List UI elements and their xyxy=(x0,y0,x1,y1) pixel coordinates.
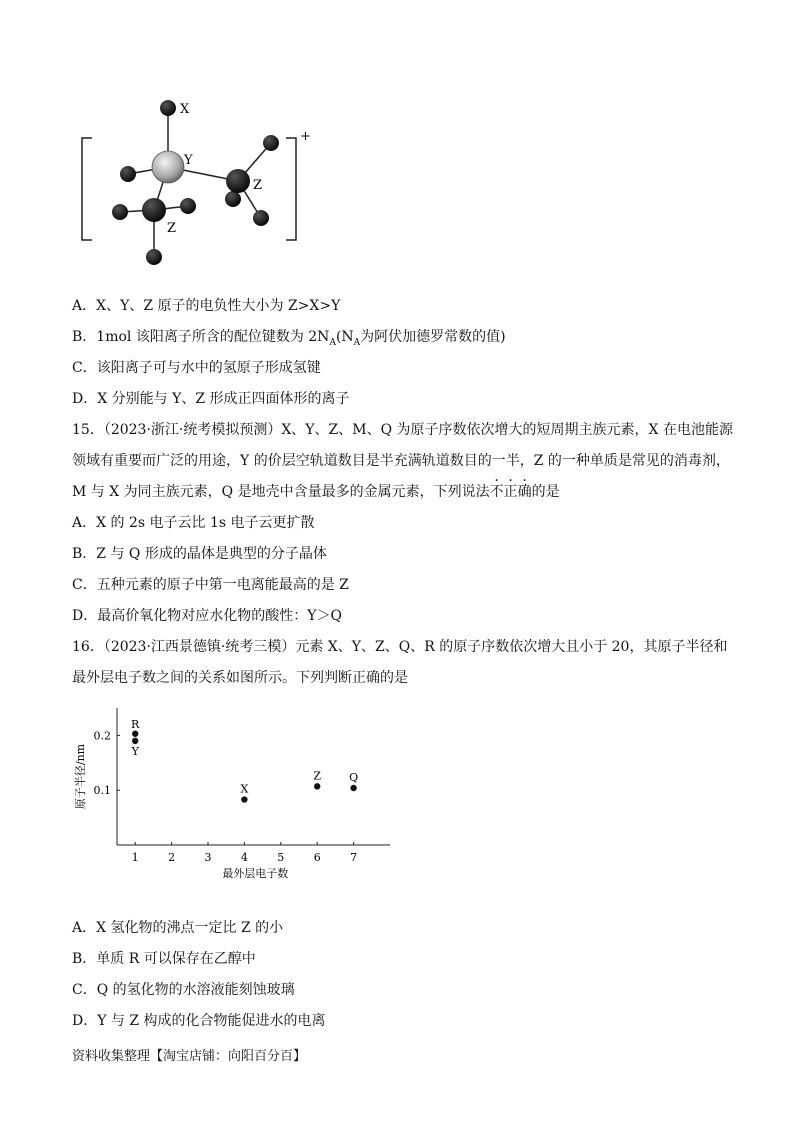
q14-option-d: D．X 分别能与 Y、Z 形成正四面体形的离子 xyxy=(72,391,350,407)
footer-source: 资料收集整理【淘宝店铺：向阳百分百】 xyxy=(72,1049,307,1064)
q15-option-b: B．Z 与 Q 形成的晶体是典型的分子晶体 xyxy=(72,546,327,562)
atom-h xyxy=(120,166,136,182)
cation-structure-figure xyxy=(70,92,330,277)
emphasis-char: 不 xyxy=(489,484,504,500)
q14-option-b-sub1: A xyxy=(329,337,336,348)
q14-option-c: C．该阳离子可与水中的氢原子形成氢键 xyxy=(72,360,321,376)
atom-y xyxy=(152,151,184,183)
data-label-r: R xyxy=(131,717,140,731)
data-label-y: Y xyxy=(131,744,139,758)
q16-stem-line1: 16．（2023·江西景德镇·统考三模）元素 X、Y、Z、Q、R 的原子序数依次增大且小于 20，其原子半径和 xyxy=(72,639,728,655)
q16-stem-line2: 最外层电子数之间的关系如图所示。下列判断正确的是 xyxy=(72,670,408,686)
x-tick-label: 4 xyxy=(240,851,248,864)
bracket-right xyxy=(286,138,296,240)
x-axis-title: 最外层电子数 xyxy=(222,867,289,880)
atom-h xyxy=(112,204,128,220)
q15-stem-line3-post: 的是 xyxy=(531,484,560,500)
q14-option-a: A．X、Y、Z 原子的电负性大小为 Z>X>Y xyxy=(72,298,341,314)
charge-label: + xyxy=(300,129,311,144)
q14-option-b-mid: (N xyxy=(335,329,354,345)
y-tick-label: 0.1 xyxy=(93,784,111,798)
atom-h xyxy=(225,191,241,207)
data-point-y xyxy=(132,738,138,744)
data-label-x: X xyxy=(240,782,249,796)
q14-option-b-sub2: A xyxy=(353,337,361,348)
q16-option-c: C．Q 的氢化物的水溶液能刻蚀玻璃 xyxy=(72,982,295,998)
data-label-q: Q xyxy=(349,771,359,785)
label-x: X xyxy=(180,102,190,117)
y-tick-label: 0.2 xyxy=(93,729,111,743)
q14-option-b xyxy=(72,327,506,353)
atom-h xyxy=(253,210,269,226)
y-axis-title: 原子半径/nm xyxy=(74,743,87,810)
data-point-x xyxy=(241,796,247,802)
q15-option-c: C．五种元素的原子中第一电离能最高的是 Z xyxy=(72,577,349,593)
atom-x xyxy=(160,100,176,116)
q16-option-b: B．单质 R 可以保存在乙醇中 xyxy=(72,951,256,967)
q14-option-b-tail: 为阿伏加德罗常数的值) xyxy=(360,329,506,345)
atom-h xyxy=(263,135,279,151)
x-tick-label: 7 xyxy=(350,851,358,864)
q15-stem-line3-pre: M 与 X 为同主族元素，Q 是地壳中含量最多的金属元素，下列说法 xyxy=(72,484,490,500)
x-tick-label: 3 xyxy=(204,851,212,864)
x-tick-label: 1 xyxy=(131,851,139,864)
label-z-right: Z xyxy=(253,178,263,193)
x-tick-label: 5 xyxy=(277,851,285,864)
x-tick-label: 6 xyxy=(313,851,321,864)
data-label-z: Z xyxy=(313,769,322,783)
bracket-left xyxy=(82,138,92,240)
atom-z-right xyxy=(226,169,250,193)
label-z-lower: Z xyxy=(167,221,177,236)
q15-stem-line2: 领域有重要而广泛的用途，Y 的价层空轨道数目是半充满轨道数目的一半，Z 的一种单质是常见的消毒剂， xyxy=(72,453,730,469)
q15-emphasis-not-correct xyxy=(490,484,532,500)
x-tick-label: 2 xyxy=(168,851,176,864)
data-point-r xyxy=(132,731,138,737)
data-point-q xyxy=(350,785,356,791)
q16-option-a: A．X 氢化物的沸点一定比 Z 的小 xyxy=(72,920,284,936)
q15-stem-line3 xyxy=(72,482,560,502)
emphasis-char: 确 xyxy=(517,484,532,500)
label-y: Y xyxy=(184,153,193,168)
chart-layer xyxy=(73,708,390,880)
atom-z-lower xyxy=(142,198,166,222)
q14-option-b-main: B．1mol 该阳离子所含的配位键数为 2N xyxy=(72,329,330,345)
q15-option-a: A．X 的 2s 电子云比 1s 电子云更扩散 xyxy=(72,515,315,531)
radius-vs-valence-chart xyxy=(70,700,400,890)
emphasis-char: 正 xyxy=(503,484,518,500)
q15-option-d: D．最高价氧化物对应水化物的酸性：Y＞Q xyxy=(72,608,342,624)
data-point-z xyxy=(314,783,320,789)
atom-h xyxy=(180,198,196,214)
atom-h xyxy=(146,249,162,265)
q16-option-d: D．Y 与 Z 构成的化合物能促进水的电离 xyxy=(72,1013,326,1029)
q15-stem-line1: 15．（2023·浙江·统考模拟预测）X、Y、Z、M、Q 为原子序数依次增大的短周期主族元素，X 在电池能源 xyxy=(72,422,733,438)
